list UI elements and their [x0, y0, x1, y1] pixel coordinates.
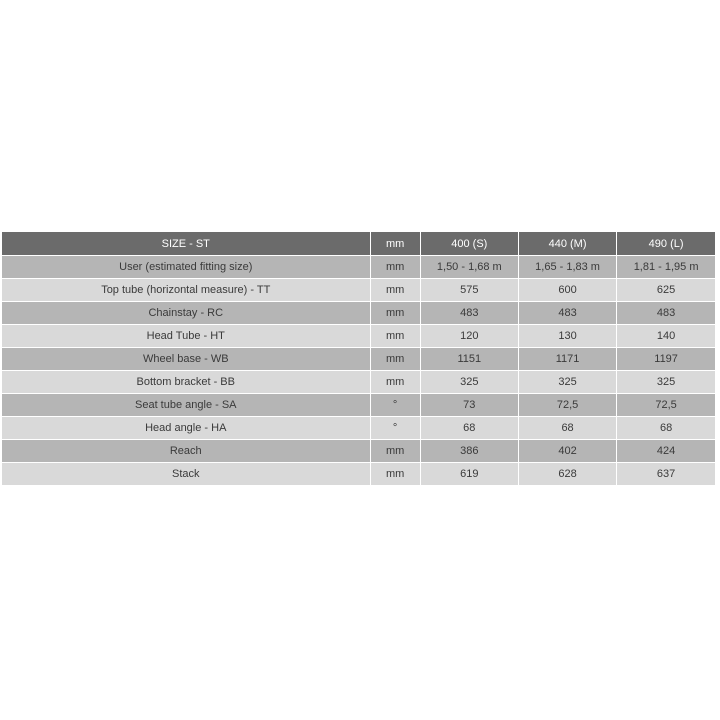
row-label: Chainstay - RC — [2, 302, 370, 325]
table-row — [2, 302, 715, 325]
row-unit: ° — [370, 394, 420, 417]
row-value-s: 1,50 - 1,68 m — [420, 256, 518, 279]
row-value-m: 325 — [518, 371, 616, 394]
row-value-l: 1197 — [617, 348, 715, 371]
row-unit: mm — [370, 302, 420, 325]
table-row — [2, 325, 715, 348]
table-row — [2, 371, 715, 394]
row-value-l: 483 — [617, 302, 715, 325]
table-row — [2, 394, 715, 417]
row-value-m: 600 — [518, 279, 616, 302]
row-label: Wheel base - WB — [2, 348, 370, 371]
row-value-m: 68 — [518, 417, 616, 440]
row-value-l: 325 — [617, 371, 715, 394]
row-label: User (estimated fitting size) — [2, 256, 370, 279]
row-value-l: 1,81 - 1,95 m — [617, 256, 715, 279]
header-size-m: 440 (M) — [518, 232, 616, 256]
row-unit: mm — [370, 440, 420, 463]
table-row — [2, 256, 715, 279]
row-unit: mm — [370, 325, 420, 348]
table-row — [2, 348, 715, 371]
table-row — [2, 440, 715, 463]
row-value-l: 68 — [617, 417, 715, 440]
row-label: Seat tube angle - SA — [2, 394, 370, 417]
row-unit: mm — [370, 256, 420, 279]
row-label: Head angle - HA — [2, 417, 370, 440]
row-value-m: 130 — [518, 325, 616, 348]
header-size-s: 400 (S) — [420, 232, 518, 256]
row-value-s: 68 — [420, 417, 518, 440]
header-size-label: SIZE - ST — [2, 232, 370, 256]
row-label: Head Tube - HT — [2, 325, 370, 348]
row-value-m: 1171 — [518, 348, 616, 371]
row-value-l: 424 — [617, 440, 715, 463]
row-label: Reach — [2, 440, 370, 463]
row-value-m: 402 — [518, 440, 616, 463]
row-value-s: 575 — [420, 279, 518, 302]
row-value-s: 619 — [420, 463, 518, 486]
header-row — [2, 232, 715, 256]
geometry-table-body — [2, 256, 715, 486]
row-unit: mm — [370, 348, 420, 371]
header-size-l: 490 (L) — [617, 232, 715, 256]
row-label: Stack — [2, 463, 370, 486]
row-unit: mm — [370, 279, 420, 302]
row-value-l: 140 — [617, 325, 715, 348]
row-label: Bottom bracket - BB — [2, 371, 370, 394]
row-value-m: 483 — [518, 302, 616, 325]
geometry-table-header — [2, 232, 715, 256]
row-value-m: 628 — [518, 463, 616, 486]
row-value-s: 386 — [420, 440, 518, 463]
row-value-l: 72,5 — [617, 394, 715, 417]
table-row — [2, 417, 715, 440]
row-value-s: 73 — [420, 394, 518, 417]
row-label: Top tube (horizontal measure) - TT — [2, 279, 370, 302]
row-value-s: 1151 — [420, 348, 518, 371]
row-value-m: 72,5 — [518, 394, 616, 417]
row-value-l: 625 — [617, 279, 715, 302]
row-value-s: 483 — [420, 302, 518, 325]
row-value-s: 325 — [420, 371, 518, 394]
table-row — [2, 279, 715, 302]
row-value-m: 1,65 - 1,83 m — [518, 256, 616, 279]
row-value-s: 120 — [420, 325, 518, 348]
table-row — [2, 463, 715, 486]
header-unit: mm — [370, 232, 420, 256]
row-unit: mm — [370, 371, 420, 394]
row-value-l: 637 — [617, 463, 715, 486]
row-unit: ° — [370, 417, 420, 440]
row-unit: mm — [370, 463, 420, 486]
geometry-table — [2, 232, 715, 486]
